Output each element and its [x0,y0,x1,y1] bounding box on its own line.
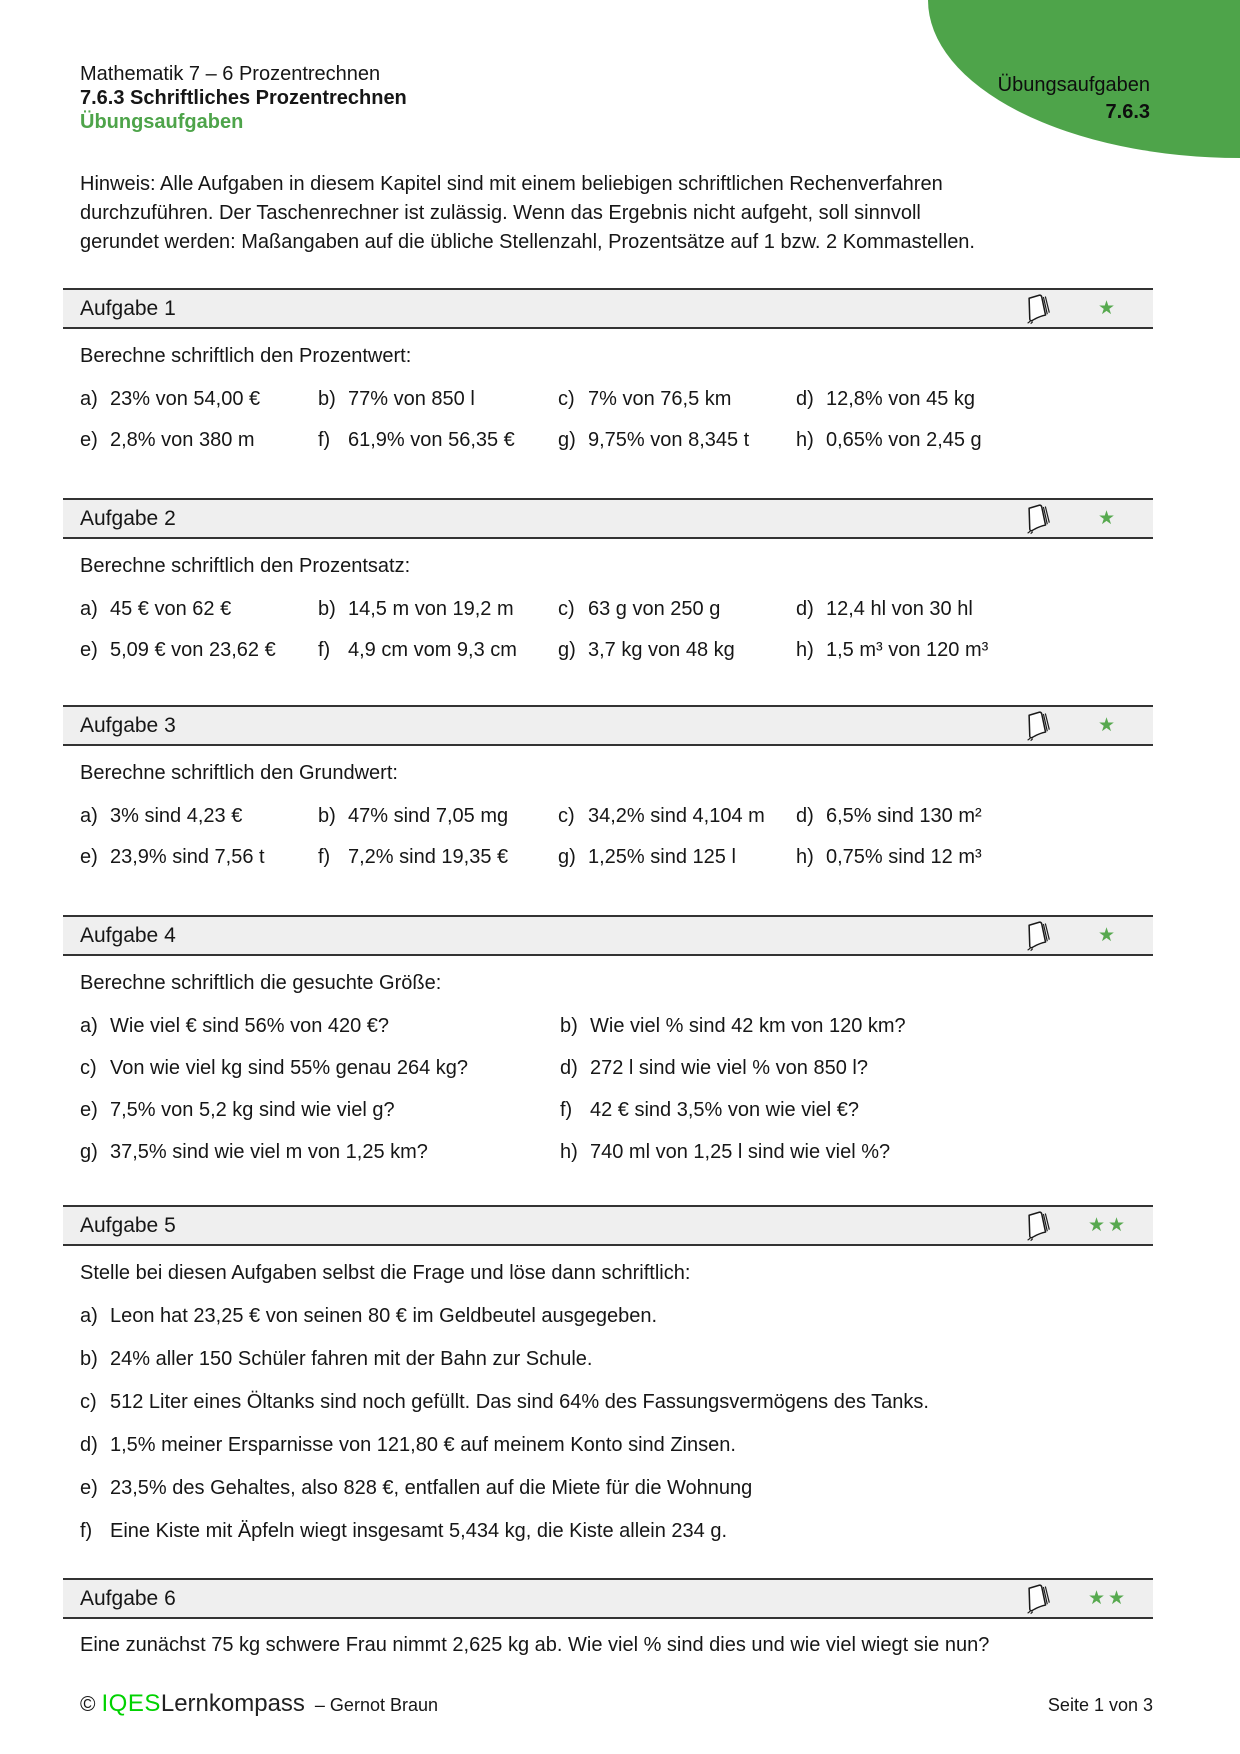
item-label: c) [558,388,575,410]
task-header-bar [63,915,1153,956]
item-label: a) [80,388,98,410]
item-text: Von wie viel kg sind 55% genau 264 kg? [110,1057,469,1079]
task-item [80,638,318,662]
task-item [80,1433,1153,1457]
task-section-6 [63,1578,1153,1657]
task-intro: Berechne schriftlich die gesuchte Größe: [80,972,442,994]
hint-line: Hinweis: Alle Aufgaben in diesem Kapitel sind mit einem beliebigen schriftlichen Rechenverfahren [80,173,943,195]
task-header-bar [63,288,1153,329]
brand-logo-iqes: IQES [101,1690,161,1717]
task-item [80,1014,560,1038]
item-text: 0,65% von 2,45 g [826,429,982,451]
item-text: Leon hat 23,25 € von seinen 80 € im Geldbeutel ausgegeben. [110,1305,658,1327]
item-text: 1,25% sind 125 l [588,846,736,868]
task-item [80,1519,1153,1543]
exercise-book-icon [1019,1582,1051,1618]
item-text: 12,4 hl von 30 hl [826,598,973,620]
task-item [318,638,558,662]
task-item [796,387,1153,411]
task-item [80,428,318,452]
task-items [80,597,1153,662]
task-item [80,804,318,828]
task-item [80,1476,1153,1500]
item-label: g) [80,1141,98,1163]
item-text: 0,75% sind 12 m³ [826,846,982,868]
task-item [558,428,796,452]
task-header-bar [63,1578,1153,1619]
exercise-book-icon [1019,1209,1051,1245]
task-item [558,845,796,869]
task-item [796,428,1153,452]
hint-paragraph [80,170,1165,257]
task-section-1 [63,288,1153,452]
item-label: d) [560,1057,578,1079]
difficulty-star-icon: ★ [1097,508,1119,529]
item-label: c) [558,805,575,827]
task-title: Aufgabe 3 [80,713,176,737]
item-text: 34,2% sind 4,104 m [588,805,765,827]
task-item [80,845,318,869]
exercise-book-icon [1019,919,1051,955]
item-label: g) [558,846,576,868]
corner-badge-text [998,72,1150,126]
item-label: f) [318,639,331,661]
item-label: d) [796,388,814,410]
task-item [796,804,1153,828]
item-label: d) [796,805,814,827]
item-text: 24% aller 150 Schüler fahren mit der Bahn zur Schule. [110,1348,593,1370]
task-section-4 [63,915,1153,1164]
task-item [80,1347,1153,1371]
item-label: h) [796,846,814,868]
item-label: e) [80,846,98,868]
item-label: b) [318,598,336,620]
chapter-line: Mathematik 7 – 6 Prozentrechnen [80,63,381,85]
item-text: 61,9% von 56,35 € [348,429,515,451]
task-title: Aufgabe 4 [80,923,176,947]
item-text: 1,5 m³ von 120 m³ [826,639,989,661]
item-label: g) [558,639,576,661]
item-text: 14,5 m von 19,2 m [348,598,514,620]
item-label: e) [80,1099,98,1121]
difficulty-star-icon: ★ [1097,925,1119,946]
item-label: a) [80,1305,98,1327]
exercise-book-icon [1019,709,1051,745]
task-item [80,1056,560,1080]
task-title: Aufgabe 1 [80,296,176,320]
item-text: 47% sind 7,05 mg [348,805,509,827]
item-text: 9,75% von 8,345 t [588,429,750,451]
item-label: c) [558,598,575,620]
difficulty-stars-icon: ★★ [1087,1588,1129,1609]
exercise-book-icon [1019,292,1051,328]
task-header-bar [63,498,1153,539]
task-item [318,845,558,869]
item-label: f) [80,1520,93,1542]
hint-line: durchzuführen. Der Taschenrechner ist zulässig. Wenn das Ergebnis nicht aufgeht, soll sinnvoll [80,202,921,224]
item-text: 7% von 76,5 km [588,388,732,410]
task-intro: Berechne schriftlich den Prozentwert: [80,345,412,367]
task-intro: Stelle bei diesen Aufgaben selbst die Frage und löse dann schriftlich: [80,1262,691,1284]
task-section-2 [63,498,1153,662]
item-text: 45 € von 62 € [110,598,232,620]
task-item [796,597,1153,621]
item-text: 37,5% sind wie viel m von 1,25 km? [110,1141,428,1163]
task-item [318,804,558,828]
item-label: e) [80,639,98,661]
task-title: Aufgabe 2 [80,506,176,530]
item-label: c) [80,1391,97,1413]
author-credit: – Gernot Braun [314,1695,438,1715]
page-footer [80,1690,1153,1718]
task-item [560,1140,1153,1164]
item-text: 12,8% von 45 kg [826,388,975,410]
item-label: a) [80,598,98,620]
task-section-3 [63,705,1153,869]
brand-logo-lernkompass: Lernkompass [160,1690,305,1717]
item-label: a) [80,805,98,827]
task-item [80,1140,560,1164]
difficulty-star-icon: ★ [1097,298,1119,319]
item-text: 42 € sind 3,5% von wie viel €? [590,1099,860,1121]
task-item [318,597,558,621]
item-text: 6,5% sind 130 m² [826,805,982,827]
worksheet-type: Übungsaufgaben [80,111,244,133]
task-intro: Berechne schriftlich den Grundwert: [80,762,398,784]
task-item [318,428,558,452]
item-text: 4,9 cm vom 9,3 cm [348,639,517,661]
task-item [558,597,796,621]
task-item [558,804,796,828]
page-number: Seite 1 von 3 [1047,1695,1153,1715]
item-label: h) [796,639,814,661]
document-header [80,62,407,134]
item-label: e) [80,429,98,451]
item-text: 23% von 54,00 € [110,388,261,410]
corner-badge-label: Übungsaufgaben [997,74,1150,96]
corner-badge-code: 7.6.3 [1105,101,1150,123]
task-title: Aufgabe 6 [80,1586,176,1610]
item-label: b) [560,1015,578,1037]
item-text: Wie viel % sind 42 km von 120 km? [590,1015,906,1037]
item-text: 3% sind 4,23 € [110,805,243,827]
item-text: 7,5% von 5,2 kg sind wie viel g? [110,1099,395,1121]
item-text: 272 l sind wie viel % von 850 l? [590,1057,868,1079]
task-item [558,638,796,662]
task-intro: Berechne schriftlich den Prozentsatz: [80,555,411,577]
item-text: 512 Liter eines Öltanks sind noch gefüllt. Das sind 64% des Fassungsvermögens des Tanks. [110,1391,929,1413]
item-text: 7,2% sind 19,35 € [348,846,509,868]
task-items [80,387,1153,452]
item-text: 2,8% von 380 m [110,429,255,451]
item-label: f) [318,846,331,868]
section-title: 7.6.3 Schriftliches Prozentrechnen [80,87,407,109]
item-text: 77% von 850 l [348,388,475,410]
task-header-bar [63,1205,1153,1246]
task-item [560,1098,1153,1122]
item-label: d) [80,1434,98,1456]
item-text: 23,5% des Gehaltes, also 828 €, entfallen auf die Miete für die Wohnung [110,1477,753,1499]
task-items [80,1304,1153,1543]
task-item [80,387,318,411]
task-item [796,638,1153,662]
task-items [80,1014,1153,1164]
task-item [80,1304,1153,1328]
item-text: 3,7 kg von 48 kg [588,639,735,661]
task-item [560,1056,1153,1080]
item-label: e) [80,1477,98,1499]
item-text: 1,5% meiner Ersparnisse von 121,80 € auf meinem Konto sind Zinsen. [110,1434,736,1456]
task-header-bar [63,705,1153,746]
task-item [558,387,796,411]
task-item [796,845,1153,869]
item-label: g) [558,429,576,451]
item-text: 63 g von 250 g [588,598,721,620]
item-label: h) [560,1141,578,1163]
task-text: Eine zunächst 75 kg schwere Frau nimmt 2,625 kg ab. Wie viel % sind dies und wie viel wiegt sie nun? [80,1634,990,1656]
item-text: 740 ml von 1,25 l sind wie viel %? [590,1141,891,1163]
task-item [80,597,318,621]
item-label: b) [318,805,336,827]
item-label: b) [80,1348,98,1370]
item-label: a) [80,1015,98,1037]
item-label: c) [80,1057,97,1079]
item-label: f) [560,1099,573,1121]
item-label: f) [318,429,331,451]
item-text: 23,9% sind 7,56 t [110,846,265,868]
item-label: h) [796,429,814,451]
difficulty-star-icon: ★ [1097,715,1119,736]
task-item [80,1098,560,1122]
task-section-5 [63,1205,1153,1543]
exercise-book-icon [1019,502,1051,538]
task-item [80,1390,1153,1414]
item-text: 5,09 € von 23,62 € [110,639,276,661]
copyright-icon: © [80,1693,96,1716]
task-item [560,1014,1153,1038]
item-text: Eine Kiste mit Äpfeln wiegt insgesamt 5,434 kg, die Kiste allein 234 g. [110,1520,728,1542]
task-items [80,804,1153,869]
hint-line: gerundet werden: Maßangaben auf die übliche Stellenzahl, Prozentsätze auf 1 bzw. 2 Kommastellen. [80,231,975,253]
item-label: b) [318,388,336,410]
difficulty-stars-icon: ★★ [1087,1215,1129,1236]
task-title: Aufgabe 5 [80,1213,176,1237]
task-item [318,387,558,411]
item-text: Wie viel € sind 56% von 420 €? [110,1015,390,1037]
item-label: d) [796,598,814,620]
